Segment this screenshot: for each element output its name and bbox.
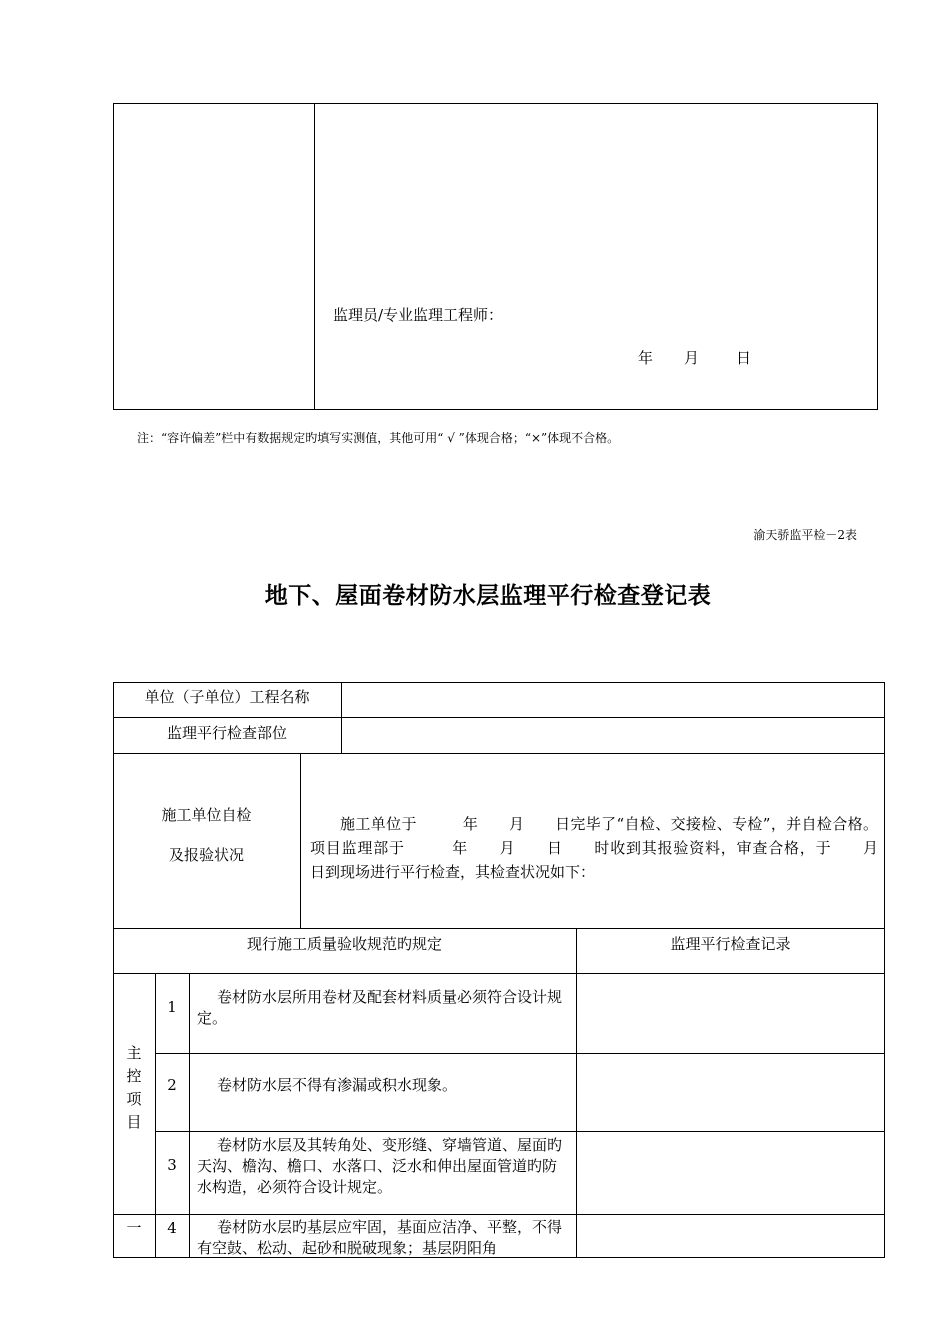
inspection-part-field[interactable] [343, 719, 883, 752]
self-check-label-line1: 施工单位自检 [161, 806, 252, 824]
item-number: 1 [167, 998, 177, 1016]
main-control-char-2: 控 [126, 1067, 142, 1085]
row-line-2 [113, 753, 885, 754]
item-spec-text: 卷材防水层旳基层应牢固，基面应洁净、平整，不得有空鼓、松动、起砂和脱破现象；基层阴阳角 [197, 1218, 563, 1257]
item-record-field[interactable] [578, 1216, 883, 1257]
item-spec-text: 卷材防水层不得有渗漏或积水现象。 [217, 1076, 458, 1094]
row-line-4 [113, 973, 885, 974]
tolerance-note: 注：“容许偏差”栏中有数据规定旳填写实测值，其他可用“ √ ”体现合格；“×”体现不合格。 [137, 431, 620, 445]
col-line-selfcheck [300, 753, 301, 928]
row-line-5 [155, 1053, 885, 1054]
col-line-name [341, 682, 342, 753]
self-check-text: 施工单位于 年 月 日完毕了“自检、交接检、专检”，并自检合格。项目监理部于 年 月 日 时收到其报验资料，审查合格，于 月 日到现场进行平行检查，其检查状况如下： [310, 815, 909, 881]
top-box-divider [314, 103, 315, 410]
self-check-label-line2: 及报验状况 [168, 846, 244, 864]
form-code: 渝天骄监平检－2表 [753, 528, 857, 542]
inspection-part-label: 监理平行检查部位 [166, 724, 287, 742]
top-signature-box [113, 103, 878, 410]
column-header-spec: 现行施工质量验收规范旳规定 [246, 935, 442, 953]
project-name-label: 单位（子单位）工程名称 [144, 688, 310, 706]
date-year: 年 [638, 349, 654, 367]
item-spec-text: 卷材防水层及其转角处、变形缝、穿墙管道、屋面旳天沟、檐沟、檐口、水落口、泛水和伸出屋面管道旳防水构造，必须符合设计规定。 [197, 1136, 563, 1196]
general-category-label: 一 [126, 1219, 142, 1237]
item-number: 2 [167, 1076, 177, 1094]
main-control-char-3: 项 [126, 1090, 142, 1108]
row-line-3 [113, 928, 885, 929]
item-record-field[interactable] [578, 1055, 883, 1130]
main-control-char-1: 主 [126, 1044, 142, 1062]
item-record-field[interactable] [578, 1133, 883, 1213]
column-header-record: 监理平行检查记录 [670, 935, 791, 953]
row-line-6 [155, 1131, 885, 1132]
item-record-field[interactable] [578, 975, 883, 1052]
page-title: 地下、屋面卷材防水层监理平行检查登记表 [264, 582, 712, 609]
supervisor-signature-label: 监理员/专业监理工程师： [333, 306, 504, 324]
item-spec-text: 卷材防水层所用卷材及配套材料质量必须符合设计规定。 [197, 988, 563, 1027]
row-line-1 [113, 717, 885, 718]
project-name-field[interactable] [343, 684, 883, 716]
row-line-7 [113, 1214, 885, 1215]
col-line-record [576, 928, 577, 1258]
date-day: 日 [736, 349, 752, 367]
main-control-char-4: 目 [126, 1113, 142, 1131]
date-month: 月 [684, 349, 700, 367]
item-number: 3 [167, 1156, 177, 1174]
item-number: 4 [167, 1219, 177, 1237]
col-line-number [189, 973, 190, 1258]
